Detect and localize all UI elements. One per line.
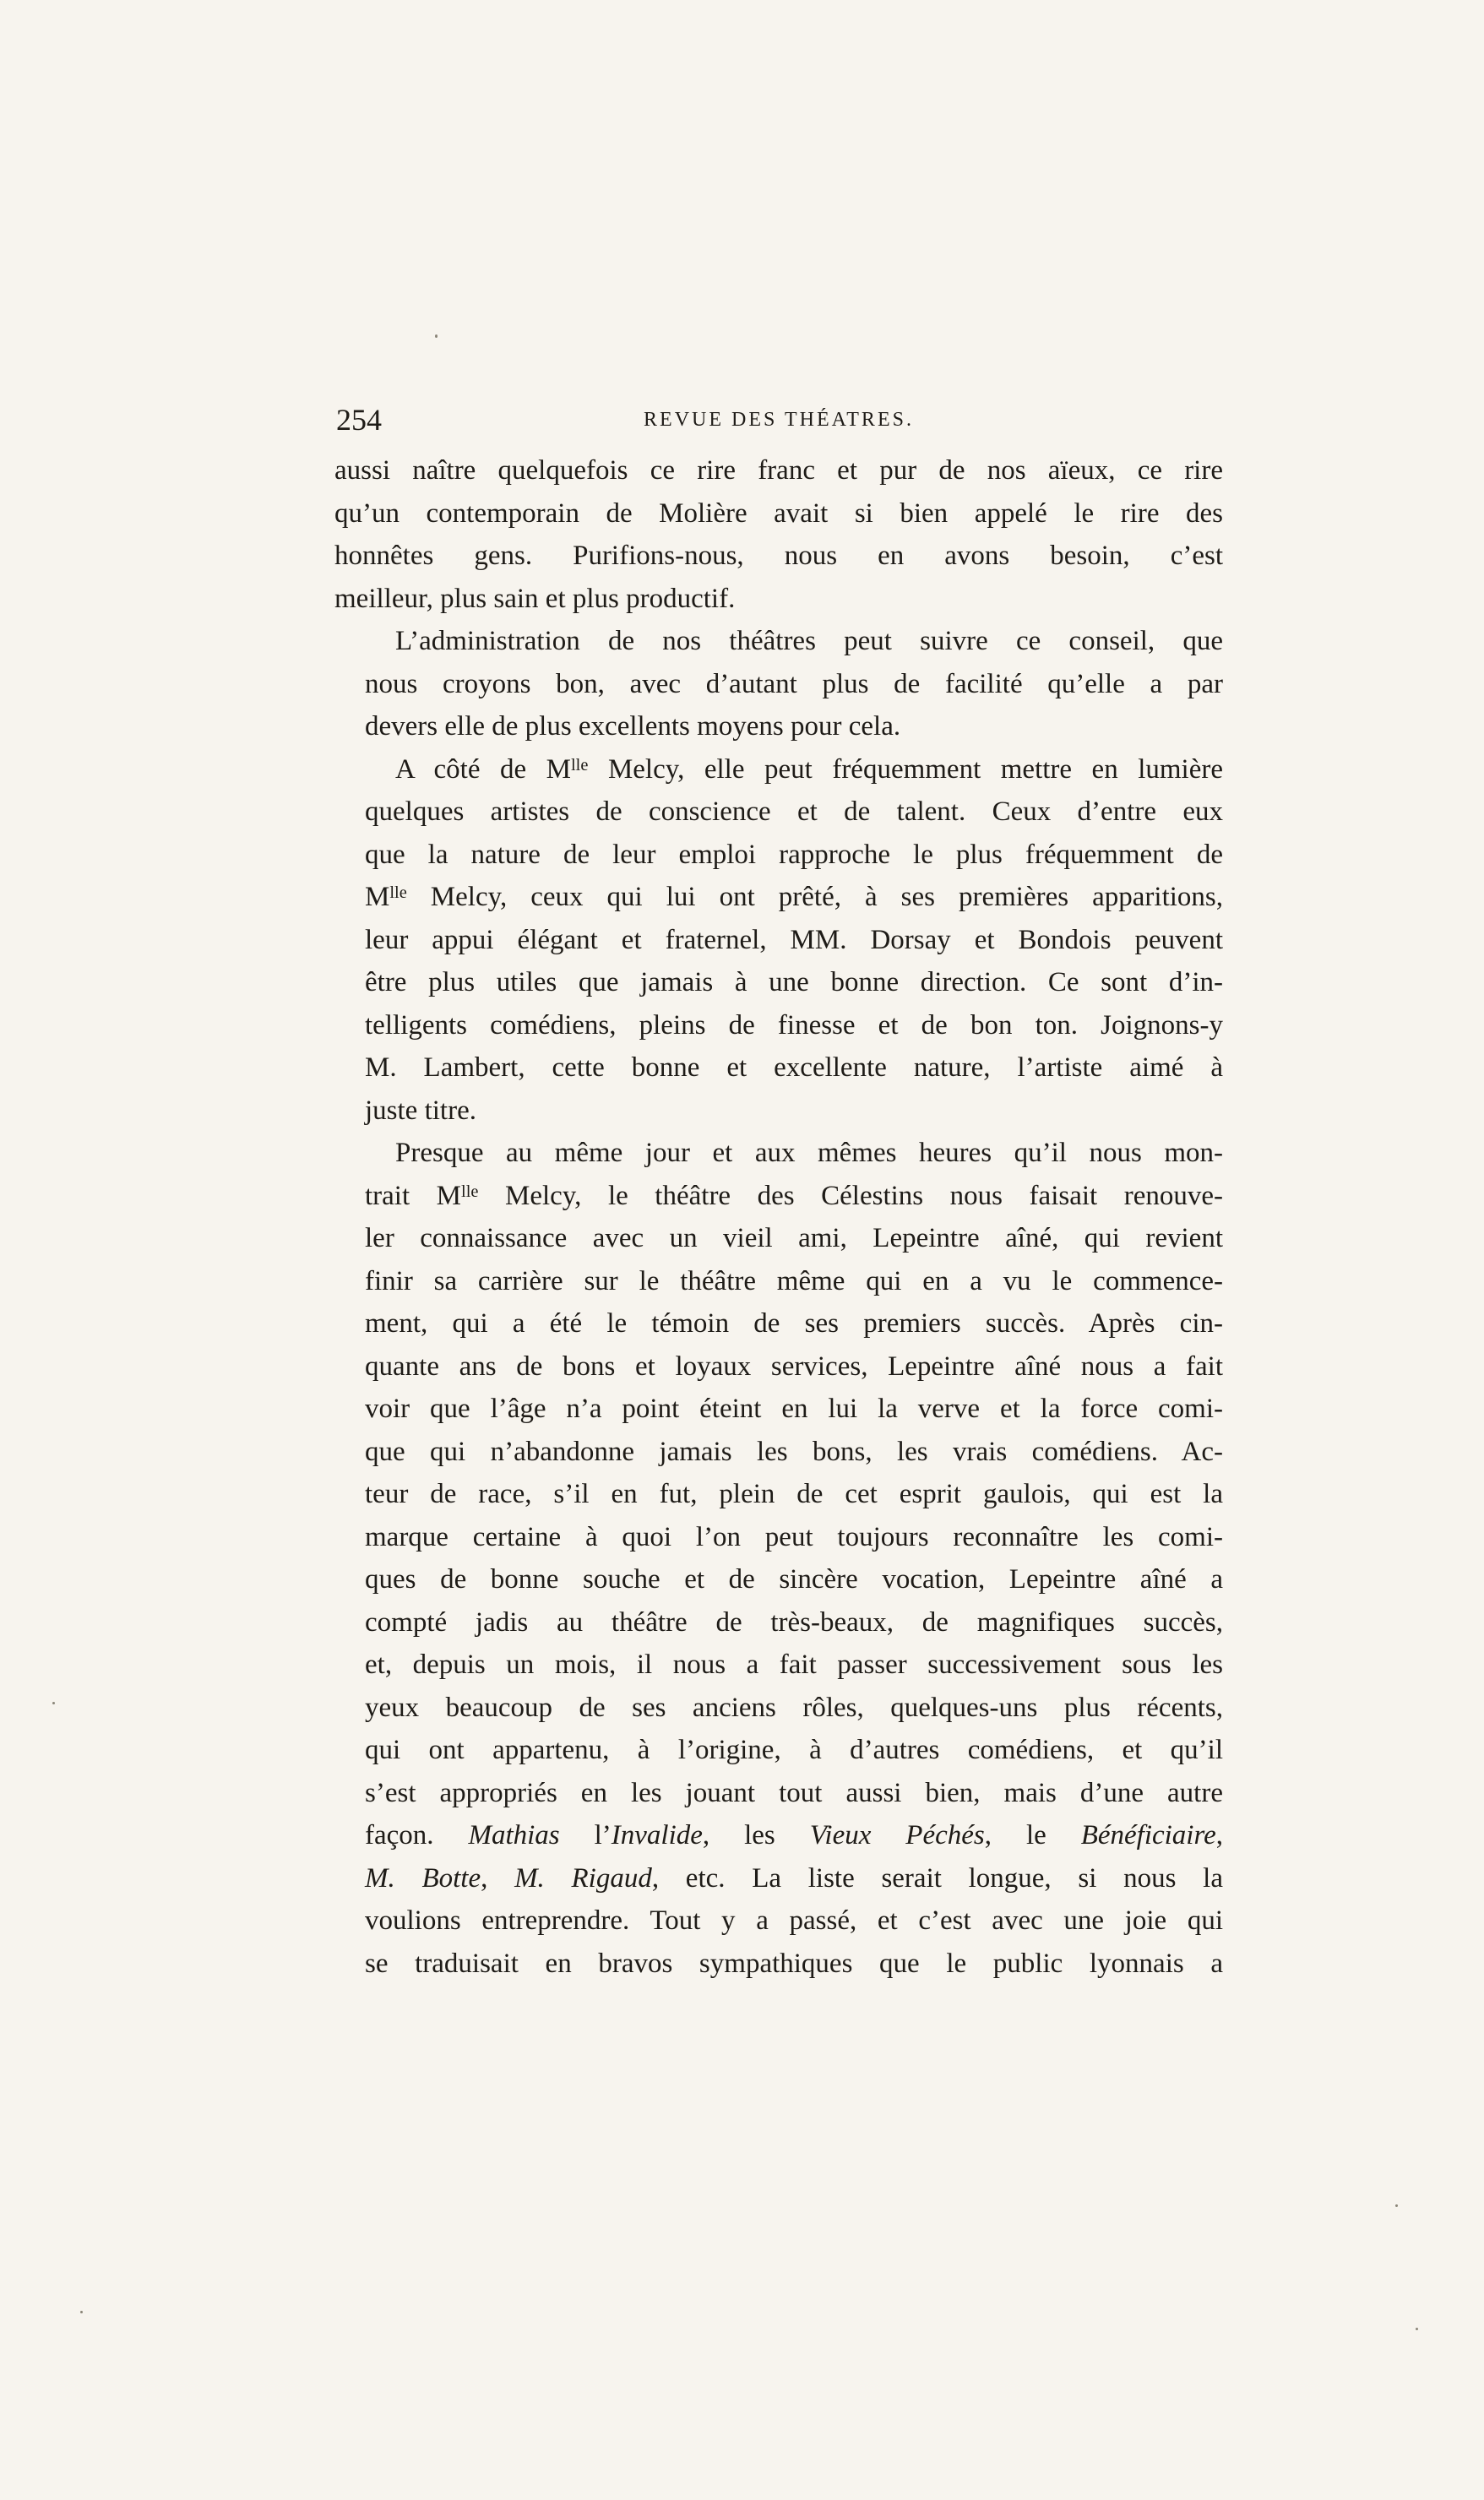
- text-line: telligents comédiens, pleins de finesse et de bon ton. Joignons-y: [365, 1009, 1223, 1041]
- scan-speck: [80, 2311, 83, 2313]
- scan-speck: [1416, 2328, 1418, 2330]
- paragraph-1: [334, 449, 1223, 620]
- text-line: voir que l’âge n’a point éteint en lui la verve et la force comi-: [365, 1394, 1223, 1424]
- text-line: ques de bonne souche et de sincère vocation, Lepeintre aîné a: [365, 1564, 1223, 1595]
- text-line: meilleur, plus sain et plus productif.: [334, 583, 736, 614]
- text-line: L’administration de nos théâtres peut suivre ce conseil, que: [395, 626, 1223, 656]
- text-line: M. Lambert, cette bonne et excellente nature, l’artiste aimé à: [365, 1052, 1223, 1083]
- text-line: voulions entreprendre. Tout y a passé, et c’est avec une joie qui: [365, 1905, 1223, 1936]
- text-line: yeux beaucoup de ses anciens rôles, quelques-uns plus récents,: [365, 1692, 1223, 1723]
- text-line: trait $M^{lle}$ Melcy, le théâtre des Célestins nous faisait renouve-: [365, 1180, 1223, 1211]
- text-line: que qui n’abandonne jamais les bons, les vrais comédiens. Ac-: [365, 1436, 1223, 1467]
- text-line: marque certaine à quoi l’on peut toujours reconnaître les comi-: [365, 1521, 1223, 1552]
- scan-speck: [52, 1702, 55, 1704]
- page-header: [336, 402, 1221, 444]
- scan-speck: [435, 334, 438, 338]
- text-line: Presque au même jour et aux mêmes heures qu’il nous mon-: [395, 1138, 1223, 1168]
- text-line: que la nature de leur emploi rapproche le plus fréquemment de: [365, 839, 1223, 870]
- text-line: $M^{lle}$ Melcy, ceux qui lui ont prêté, à ses premières apparitions,: [365, 882, 1223, 912]
- running-head: REVUE DES THÉATRES.: [644, 409, 914, 431]
- text-line: se traduisait en bravos sympathiques que le public lyonnais a: [365, 1948, 1223, 1979]
- page-number: 254: [336, 403, 382, 437]
- paragraph-3: [334, 748, 1223, 1133]
- text-line: façon. Mathias l’Invalide, les Vieux Péchés, le Bénéficiaire,: [365, 1820, 1223, 1851]
- text-line: aussi naître quelquefois ce rire franc et pur de nos aïeux, ce rire: [334, 455, 1223, 486]
- text-line: s’est appropriés en les jouant tout aussi bien, mais d’une autre: [365, 1777, 1223, 1808]
- text-line: juste titre.: [365, 1095, 476, 1126]
- body-text: [334, 449, 1223, 1985]
- text-line: teur de race, s’il en fut, plein de cet esprit gaulois, qui est la: [365, 1479, 1223, 1509]
- scan-speck: [1395, 2204, 1398, 2207]
- text-line: qu’un contemporain de Molière avait si bien appelé le rire des: [334, 497, 1223, 529]
- text-line: compté jadis au théâtre de très-beaux, de magnifiques succès,: [365, 1606, 1223, 1638]
- text-line: M. Botte, M. Rigaud, etc. La liste serait longue, si nous la: [365, 1862, 1223, 1894]
- paragraph-4: [334, 1132, 1223, 1985]
- text-line: finir sa carrière sur le théâtre même qui en a vu le commence-: [365, 1265, 1223, 1296]
- text-line: ler connaissance avec un vieil ami, Lepeintre aîné, qui revient: [365, 1223, 1223, 1253]
- text-line: qui ont appartenu, à l’origine, à d’autres comédiens, et qu’il: [365, 1735, 1223, 1765]
- text-line: quante ans de bons et loyaux services, Lepeintre aîné nous a fait: [365, 1351, 1223, 1382]
- text-line: A côté de $M^{lle}$ Melcy, elle peut fréquemment mettre en lumière: [395, 753, 1223, 785]
- text-line: honnêtes gens. Purifions-nous, nous en avons besoin, c’est: [334, 541, 1223, 571]
- text-line: être plus utiles que jamais à une bonne direction. Ce sont d’in-: [365, 967, 1223, 997]
- text-line: quelques artistes de conscience et de talent. Ceux d’entre eux: [365, 796, 1223, 827]
- text-line: ment, qui a été le témoin de ses premiers succès. Après cin-: [365, 1308, 1223, 1339]
- text-line: nous croyons bon, avec d’autant plus de facilité qu’elle a par: [365, 668, 1223, 699]
- text-line: leur appui élégant et fraternel, MM. Dorsay et Bondois peuvent: [365, 924, 1223, 955]
- text-line: et, depuis un mois, il nous a fait passer successivement sous les: [365, 1649, 1223, 1680]
- text-line: devers elle de plus excellents moyens pour cela.: [365, 711, 901, 742]
- paragraph-2: [334, 620, 1223, 748]
